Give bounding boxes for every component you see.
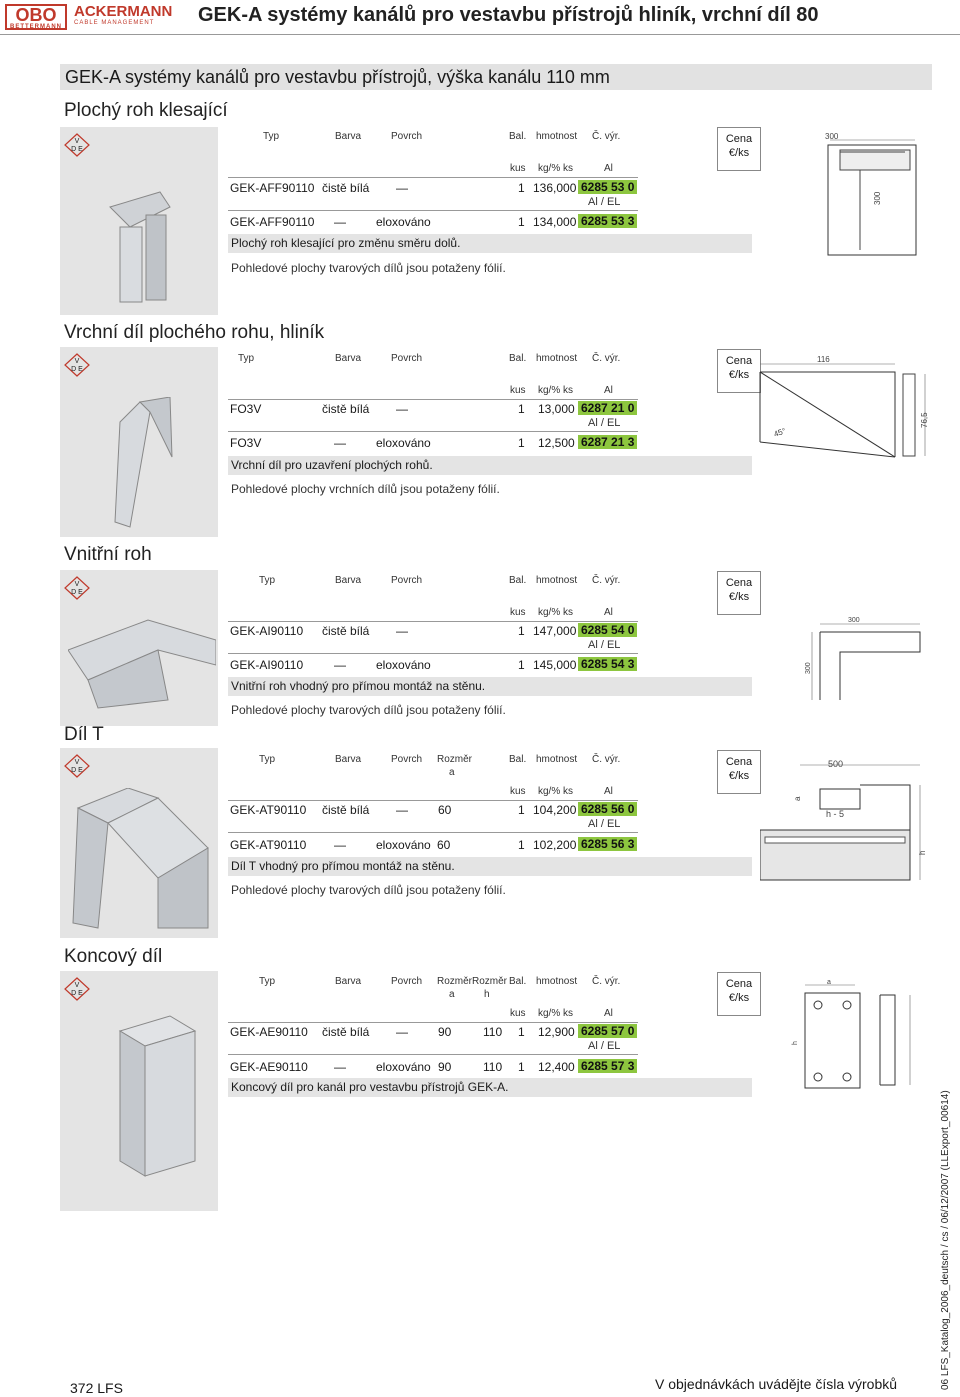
svg-text:45°: 45° xyxy=(772,426,788,439)
divider xyxy=(228,832,638,833)
unit-al: Al xyxy=(604,607,613,618)
technical-drawing xyxy=(755,352,935,464)
col-povrch: Povrch xyxy=(391,976,423,987)
unit-kus: kus xyxy=(510,607,526,618)
product-photo xyxy=(105,1011,205,1181)
svg-text:h: h xyxy=(918,850,927,855)
col-hmotnost: hmotnost xyxy=(536,131,578,142)
vde-badge-icon xyxy=(64,576,90,600)
svg-text:D E: D E xyxy=(71,366,83,373)
row-povrch: eloxováno xyxy=(376,215,431,229)
row-typ: GEK-AFF90110 xyxy=(230,215,315,229)
svg-text:V: V xyxy=(74,358,80,365)
row-typ: GEK-AI90110 xyxy=(230,658,304,672)
divider xyxy=(228,210,638,211)
footer-note: V objednávkách uvádějte čísla výrobků xyxy=(655,1376,898,1392)
col-rozmer-h: h xyxy=(484,989,490,1000)
row-typ: GEK-AT90110 xyxy=(230,838,307,852)
row-typ: GEK-AI90110 xyxy=(230,624,304,638)
row-bal: 1 xyxy=(518,1060,525,1074)
row-typ: GEK-AFF90110 xyxy=(230,181,315,195)
row-barva: čistě bílá xyxy=(322,181,370,195)
section-title: Díl T xyxy=(64,724,104,745)
col-barva: Barva xyxy=(335,754,362,765)
price-box: Cena €/ks xyxy=(717,127,761,171)
article-number: 6285 56 3 xyxy=(578,837,637,851)
row-povrch: eloxováno xyxy=(376,436,431,450)
svg-text:D E: D E xyxy=(71,990,83,997)
svg-text:500: 500 xyxy=(828,759,844,769)
col-bal: Bal. xyxy=(509,976,527,987)
unit-al-el: Al / EL xyxy=(588,1040,621,1052)
unit-kg: kg/% ks xyxy=(538,786,574,797)
technical-drawing xyxy=(770,130,930,260)
col-hmotnost: hmotnost xyxy=(536,754,578,765)
svg-text:h: h xyxy=(792,1041,799,1045)
divider xyxy=(228,1022,638,1023)
col-rozmer-a: a xyxy=(449,989,455,1000)
technical-drawing xyxy=(760,755,935,885)
vde-badge-icon xyxy=(64,977,90,1001)
col-barva: Barva xyxy=(335,353,362,364)
col-rozmer-a: a xyxy=(449,767,455,778)
row-barva: — xyxy=(334,215,346,229)
col-bal: Bal. xyxy=(509,575,527,586)
price-box: Cena €/ks xyxy=(717,349,761,393)
unit-kg: kg/% ks xyxy=(538,1008,574,1019)
col-typ: Typ xyxy=(259,754,276,765)
product-description: Vrchní díl pro uzavření plochých rohů. xyxy=(231,458,433,472)
col-povrch: Povrch xyxy=(391,353,423,364)
svg-text:76,5: 76,5 xyxy=(920,412,929,428)
article-number: 6285 54 3 xyxy=(578,657,637,671)
row-hmotnost: 134,000 xyxy=(533,215,577,229)
product-image-panel xyxy=(60,971,218,1211)
divider xyxy=(228,1054,638,1055)
unit-al-el: Al / EL xyxy=(588,196,621,208)
col-povrch: Povrch xyxy=(391,754,423,765)
article-number: 6285 57 0 xyxy=(578,1024,637,1038)
ackermann-logo: ACKERMANN CABLE MANAGEMENT xyxy=(74,3,173,26)
divider xyxy=(228,431,638,432)
technical-drawing xyxy=(790,612,930,702)
section-title: Plochý roh klesající xyxy=(64,100,228,121)
row-typ: FO3V xyxy=(230,402,262,416)
row-typ: FO3V xyxy=(230,436,262,450)
col-rozmer: Rozměr xyxy=(472,976,508,987)
row-hmotnost: 104,200 xyxy=(533,803,577,817)
row-typ: GEK-AE90110 xyxy=(230,1025,308,1039)
col-bal: Bal. xyxy=(509,131,527,142)
col-cvyr: Č. výr. xyxy=(592,131,621,142)
row-hmotnost: 12,900 xyxy=(538,1025,575,1039)
row-barva: čistě bílá xyxy=(322,624,370,638)
divider xyxy=(228,653,638,654)
svg-text:a: a xyxy=(827,979,831,986)
row-hmotnost: 12,500 xyxy=(538,436,575,450)
col-barva: Barva xyxy=(335,976,362,987)
row-typ: GEK-AT90110 xyxy=(230,803,307,817)
row-rozmer-a: 60 xyxy=(437,838,451,852)
col-typ: Typ xyxy=(263,131,280,142)
row-hmotnost: 102,200 xyxy=(533,838,577,852)
svg-text:V: V xyxy=(74,759,80,766)
section-title: Koncový díl xyxy=(64,946,163,967)
section-title: Vnitřní roh xyxy=(64,544,152,565)
row-povrch: eloxováno xyxy=(376,1060,431,1074)
col-typ: Typ xyxy=(259,976,276,987)
product-description: Plochý roh klesající pro změnu směru dolů. xyxy=(231,236,461,250)
row-barva: — xyxy=(334,658,346,672)
row-povrch: eloxováno xyxy=(376,838,431,852)
svg-text:h - 5: h - 5 xyxy=(826,809,845,819)
row-bal: 1 xyxy=(518,402,525,416)
svg-text:V: V xyxy=(74,982,80,989)
article-number: 6285 53 0 xyxy=(578,180,637,194)
product-image-panel xyxy=(60,347,218,537)
product-image-panel xyxy=(60,570,218,726)
svg-text:V: V xyxy=(74,138,80,145)
product-note: Pohledové plochy tvarových dílů jsou potaženy fólií. xyxy=(231,703,506,717)
col-hmotnost: hmotnost xyxy=(536,575,578,586)
unit-kus: kus xyxy=(510,163,526,174)
price-box: Cena €/ks xyxy=(717,972,761,1016)
article-number: 6287 21 0 xyxy=(578,401,637,415)
col-cvyr: Č. výr. xyxy=(592,976,621,987)
row-rozmer-a: 60 xyxy=(438,803,452,817)
page-number: 372 LFS xyxy=(70,1380,123,1396)
product-photo xyxy=(100,187,180,307)
unit-kg: kg/% ks xyxy=(538,385,574,396)
col-povrch: Povrch xyxy=(391,575,423,586)
row-bal: 1 xyxy=(518,838,525,852)
col-typ: Typ xyxy=(259,575,276,586)
col-bal: Bal. xyxy=(509,353,527,364)
row-bal: 1 xyxy=(518,658,525,672)
technical-drawing xyxy=(785,975,920,1095)
product-photo xyxy=(68,610,216,710)
product-note: Pohledové plochy tvarových dílů jsou potaženy fólií. xyxy=(231,261,506,275)
row-barva: — xyxy=(334,436,346,450)
article-number: 6285 57 3 xyxy=(578,1059,637,1073)
unit-al-el: Al / EL xyxy=(588,639,621,651)
unit-kus: kus xyxy=(510,786,526,797)
row-povrch: — xyxy=(396,1025,408,1039)
product-description: Díl T vhodný pro přímou montáž na stěnu. xyxy=(231,859,455,873)
row-barva: čistě bílá xyxy=(322,1025,370,1039)
col-cvyr: Č. výr. xyxy=(592,353,621,364)
row-rozmer-h: 110 xyxy=(483,1060,503,1074)
price-box: Cena €/ks xyxy=(717,571,761,615)
unit-al-el: Al / EL xyxy=(588,417,621,429)
unit-al: Al xyxy=(604,786,613,797)
unit-al: Al xyxy=(604,163,613,174)
product-description: Vnitřní roh vhodný pro přímou montáž na stěnu. xyxy=(231,679,486,693)
unit-al-el: Al / EL xyxy=(588,818,621,830)
unit-kus: kus xyxy=(510,1008,526,1019)
col-barva: Barva xyxy=(335,575,362,586)
row-povrch: eloxováno xyxy=(376,658,431,672)
col-cvyr: Č. výr. xyxy=(592,754,621,765)
row-povrch: — xyxy=(396,803,408,817)
svg-text:D E: D E xyxy=(71,767,83,774)
row-povrch: — xyxy=(396,181,408,195)
row-rozmer-h: 110 xyxy=(483,1025,503,1039)
col-typ: Typ xyxy=(238,353,255,364)
row-bal: 1 xyxy=(518,803,525,817)
svg-text:116: 116 xyxy=(817,355,830,364)
row-hmotnost: 145,000 xyxy=(533,658,577,672)
row-hmotnost: 13,000 xyxy=(538,402,575,416)
product-image-panel xyxy=(60,127,218,315)
article-number: 6285 54 0 xyxy=(578,623,637,637)
product-image-panel xyxy=(60,748,218,938)
divider xyxy=(228,800,638,801)
section-title: Vrchní díl plochého rohu, hliník xyxy=(64,322,325,343)
unit-kg: kg/% ks xyxy=(538,607,574,618)
col-cvyr: Č. výr. xyxy=(592,575,621,586)
svg-text:300: 300 xyxy=(825,132,839,141)
vde-badge-icon xyxy=(64,353,90,377)
row-hmotnost: 136,000 xyxy=(533,181,577,195)
unit-al: Al xyxy=(604,1008,613,1019)
row-barva: čistě bílá xyxy=(322,803,370,817)
row-barva: — xyxy=(334,838,346,852)
col-hmotnost: hmotnost xyxy=(536,976,578,987)
col-povrch: Povrch xyxy=(391,131,423,142)
row-hmotnost: 12,400 xyxy=(538,1060,575,1074)
divider xyxy=(228,177,638,178)
page-title: GEK-A systémy kanálů pro vestavbu přístrojů hliník, vrchní díl 80 xyxy=(198,4,819,26)
row-povrch: — xyxy=(396,402,408,416)
divider xyxy=(228,621,638,622)
svg-text:300: 300 xyxy=(805,662,812,674)
col-hmotnost: hmotnost xyxy=(536,353,578,364)
col-rozmer: Rozměr xyxy=(437,976,473,987)
row-bal: 1 xyxy=(518,436,525,450)
product-photo xyxy=(68,788,213,933)
row-rozmer-a: 90 xyxy=(438,1025,452,1039)
svg-text:300: 300 xyxy=(848,617,860,624)
row-hmotnost: 147,000 xyxy=(533,624,577,638)
col-rozmer: Rozměr xyxy=(437,754,473,765)
product-note: Pohledové plochy tvarových dílů jsou potaženy fólií. xyxy=(231,883,506,897)
row-povrch: — xyxy=(396,624,408,638)
svg-text:V: V xyxy=(74,581,80,588)
svg-text:D E: D E xyxy=(71,589,83,596)
unit-kg: kg/% ks xyxy=(538,163,574,174)
product-note: Pohledové plochy vrchních dílů jsou potaženy fólií. xyxy=(231,482,500,496)
row-bal: 1 xyxy=(518,1025,525,1039)
side-catalog-reference: 06 LFS_Katalog_2006_deutsch / cs / 06/12/2007 (LLExport_00614) xyxy=(940,1090,951,1390)
article-number: 6285 53 3 xyxy=(578,214,637,228)
price-box: Cena €/ks xyxy=(717,750,761,794)
svg-text:D E: D E xyxy=(71,146,83,153)
row-rozmer-a: 90 xyxy=(438,1060,452,1074)
row-bal: 1 xyxy=(518,181,525,195)
product-description: Koncový díl pro kanál pro vestavbu přístrojů GEK-A. xyxy=(231,1080,509,1094)
divider xyxy=(228,399,638,400)
row-bal: 1 xyxy=(518,215,525,229)
vde-badge-icon xyxy=(64,754,90,778)
unit-kus: kus xyxy=(510,385,526,396)
svg-text:a: a xyxy=(793,796,802,801)
row-barva: — xyxy=(334,1060,346,1074)
col-barva: Barva xyxy=(335,131,362,142)
article-number: 6287 21 3 xyxy=(578,435,637,449)
obo-logo: OBO BETTERMANN xyxy=(5,4,67,30)
product-photo xyxy=(110,397,180,532)
section-bar-title: GEK-A systémy kanálů pro vestavbu přístrojů, výška kanálu 110 mm xyxy=(60,64,932,90)
col-bal: Bal. xyxy=(509,754,527,765)
unit-al: Al xyxy=(604,385,613,396)
vde-badge-icon xyxy=(64,133,90,157)
article-number: 6285 56 0 xyxy=(578,802,637,816)
row-bal: 1 xyxy=(518,624,525,638)
row-typ: GEK-AE90110 xyxy=(230,1060,308,1074)
row-barva: čistě bílá xyxy=(322,402,370,416)
svg-text:300: 300 xyxy=(873,191,882,205)
